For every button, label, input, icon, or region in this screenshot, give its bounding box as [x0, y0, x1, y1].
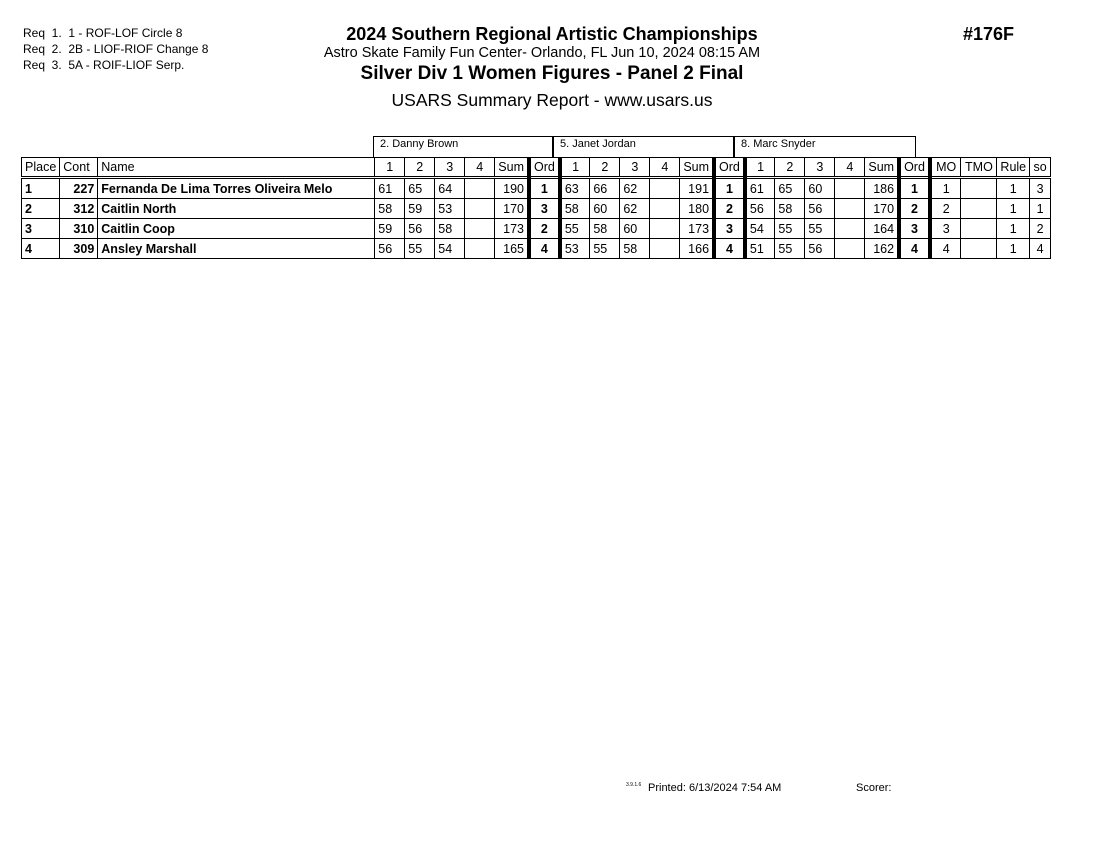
col-mo: MO: [930, 158, 961, 178]
col-j3-sum: Sum: [865, 158, 899, 178]
score-cell: 62: [620, 199, 650, 219]
sum-cell: 165: [495, 239, 529, 259]
event-title: Silver Div 1 Women Figures - Panel 2 Final: [360, 63, 744, 84]
table-row: [22, 199, 1051, 219]
score-cell: [835, 219, 865, 239]
ord-cell: 1: [529, 178, 560, 199]
score-cell: 59: [405, 199, 435, 219]
mo-cell: 1: [930, 178, 961, 199]
place-cell: 4: [22, 239, 60, 259]
score-cell: [465, 219, 495, 239]
col-j2-sum: Sum: [680, 158, 714, 178]
cont-cell: 309: [60, 239, 98, 259]
ord-cell: 4: [714, 239, 745, 259]
score-cell: 66: [590, 178, 620, 199]
rule-cell: 1: [997, 239, 1030, 259]
score-cell: 61: [375, 178, 405, 199]
rule-cell: 1: [997, 199, 1030, 219]
col-j1-ord: Ord: [529, 158, 560, 178]
name-cell: Fernanda De Lima Torres Oliveira Melo: [98, 178, 375, 199]
col-j3-ord: Ord: [899, 158, 930, 178]
mo-cell: 2: [930, 199, 961, 219]
judge-header-2: 5. Janet Jordan: [553, 136, 734, 157]
score-cell: 63: [560, 178, 590, 199]
score-cell: [650, 219, 680, 239]
score-cell: 55: [560, 219, 590, 239]
version-label: 3.9.1.6: [626, 782, 642, 788]
score-cell: 58: [375, 199, 405, 219]
col-j1-s3: 3: [435, 158, 465, 178]
sum-cell: 162: [865, 239, 899, 259]
score-cell: 58: [560, 199, 590, 219]
tmo-cell: [961, 199, 997, 219]
place-cell: 3: [22, 219, 60, 239]
score-cell: 54: [745, 219, 775, 239]
col-j2-ord: Ord: [714, 158, 745, 178]
ord-cell: 4: [899, 239, 930, 259]
score-cell: 56: [745, 199, 775, 219]
score-cell: 55: [775, 239, 805, 259]
score-cell: [465, 178, 495, 199]
col-name: Name: [98, 158, 375, 178]
report-title: USARS Summary Report - www.usars.us: [391, 90, 713, 110]
score-cell: [650, 239, 680, 259]
score-cell: 58: [435, 219, 465, 239]
score-cell: 65: [405, 178, 435, 199]
tmo-cell: [961, 239, 997, 259]
ord-cell: 3: [529, 199, 560, 219]
score-cell: 60: [590, 199, 620, 219]
sum-cell: 166: [680, 239, 714, 259]
ord-cell: 2: [899, 199, 930, 219]
score-cell: 54: [435, 239, 465, 259]
col-j2-s3: 3: [620, 158, 650, 178]
col-j3-s1: 1: [745, 158, 775, 178]
score-cell: [835, 239, 865, 259]
score-cell: [650, 199, 680, 219]
tmo-cell: [961, 219, 997, 239]
col-j2-s2: 2: [590, 158, 620, 178]
score-cell: 55: [805, 219, 835, 239]
score-cell: [465, 239, 495, 259]
ord-cell: 3: [714, 219, 745, 239]
tmo-cell: [961, 178, 997, 199]
score-cell: 60: [805, 178, 835, 199]
name-cell: Caitlin Coop: [98, 219, 375, 239]
col-j2-s4: 4: [650, 158, 680, 178]
requirement-2: Req 2. 2B - LIOF-RIOF Change 8: [23, 42, 209, 56]
score-cell: 53: [560, 239, 590, 259]
sum-cell: 186: [865, 178, 899, 199]
judge-header-1: 2. Danny Brown: [373, 136, 553, 157]
sum-cell: 170: [865, 199, 899, 219]
score-cell: 56: [805, 239, 835, 259]
score-cell: 61: [745, 178, 775, 199]
mo-cell: 4: [930, 239, 961, 259]
sum-cell: 180: [680, 199, 714, 219]
so-cell: 2: [1030, 219, 1051, 239]
score-table: [21, 157, 1051, 259]
score-cell: 60: [620, 219, 650, 239]
so-cell: 4: [1030, 239, 1051, 259]
sum-cell: 191: [680, 178, 714, 199]
ord-cell: 2: [529, 219, 560, 239]
score-cell: 58: [620, 239, 650, 259]
cont-cell: 227: [60, 178, 98, 199]
event-number: #176F: [963, 24, 1015, 44]
ord-cell: 1: [899, 178, 930, 199]
ord-cell: 4: [529, 239, 560, 259]
col-j1-sum: Sum: [495, 158, 529, 178]
header-row: [22, 158, 1051, 178]
col-j3-s3: 3: [805, 158, 835, 178]
score-cell: 53: [435, 199, 465, 219]
score-cell: 56: [375, 239, 405, 259]
col-so: so: [1030, 158, 1051, 178]
col-j2-s1: 1: [560, 158, 590, 178]
table-row: [22, 178, 1051, 199]
ord-cell: 3: [899, 219, 930, 239]
ord-cell: 1: [714, 178, 745, 199]
col-rule: Rule: [997, 158, 1030, 178]
col-tmo: TMO: [961, 158, 997, 178]
col-j1-s2: 2: [405, 158, 435, 178]
place-cell: 2: [22, 199, 60, 219]
judge-header-3: 8. Marc Snyder: [734, 136, 916, 157]
col-j1-s1: 1: [375, 158, 405, 178]
score-cell: 55: [775, 219, 805, 239]
requirement-3: Req 3. 5A - ROIF-LIOF Serp.: [23, 58, 185, 72]
venue-line: Astro Skate Family Fun Center- Orlando, FL Jun 10, 2024 08:15 AM: [323, 45, 761, 61]
cont-cell: 310: [60, 219, 98, 239]
competition-title: 2024 Southern Regional Artistic Championships: [346, 24, 758, 44]
scorer-label: Scorer:: [856, 782, 892, 794]
col-j3-s2: 2: [775, 158, 805, 178]
col-j3-s4: 4: [835, 158, 865, 178]
score-cell: 65: [775, 178, 805, 199]
score-cell: 58: [590, 219, 620, 239]
score-cell: 55: [405, 239, 435, 259]
score-cell: 59: [375, 219, 405, 239]
col-j1-s4: 4: [465, 158, 495, 178]
table-row: [22, 219, 1051, 239]
col-cont: Cont: [60, 158, 98, 178]
score-cell: 51: [745, 239, 775, 259]
cont-cell: 312: [60, 199, 98, 219]
score-cell: [650, 178, 680, 199]
mo-cell: 3: [930, 219, 961, 239]
score-cell: 62: [620, 178, 650, 199]
col-place: Place: [22, 158, 60, 178]
so-cell: 1: [1030, 199, 1051, 219]
sum-cell: 173: [680, 219, 714, 239]
rule-cell: 1: [997, 178, 1030, 199]
score-cell: 64: [435, 178, 465, 199]
ord-cell: 2: [714, 199, 745, 219]
sum-cell: 190: [495, 178, 529, 199]
score-cell: [835, 178, 865, 199]
score-cell: 56: [405, 219, 435, 239]
place-cell: 1: [22, 178, 60, 199]
name-cell: Ansley Marshall: [98, 239, 375, 259]
sum-cell: 173: [495, 219, 529, 239]
score-cell: 56: [805, 199, 835, 219]
score-cell: 55: [590, 239, 620, 259]
requirement-1: Req 1. 1 - ROF-LOF Circle 8: [23, 26, 183, 40]
sum-cell: 170: [495, 199, 529, 219]
so-cell: 3: [1030, 178, 1051, 199]
rule-cell: 1: [997, 219, 1030, 239]
sum-cell: 164: [865, 219, 899, 239]
score-cell: [465, 199, 495, 219]
score-cell: [835, 199, 865, 219]
score-cell: 58: [775, 199, 805, 219]
table-row: [22, 239, 1051, 259]
name-cell: Caitlin North: [98, 199, 375, 219]
printed-timestamp: Printed: 6/13/2024 7:54 AM: [648, 782, 782, 794]
